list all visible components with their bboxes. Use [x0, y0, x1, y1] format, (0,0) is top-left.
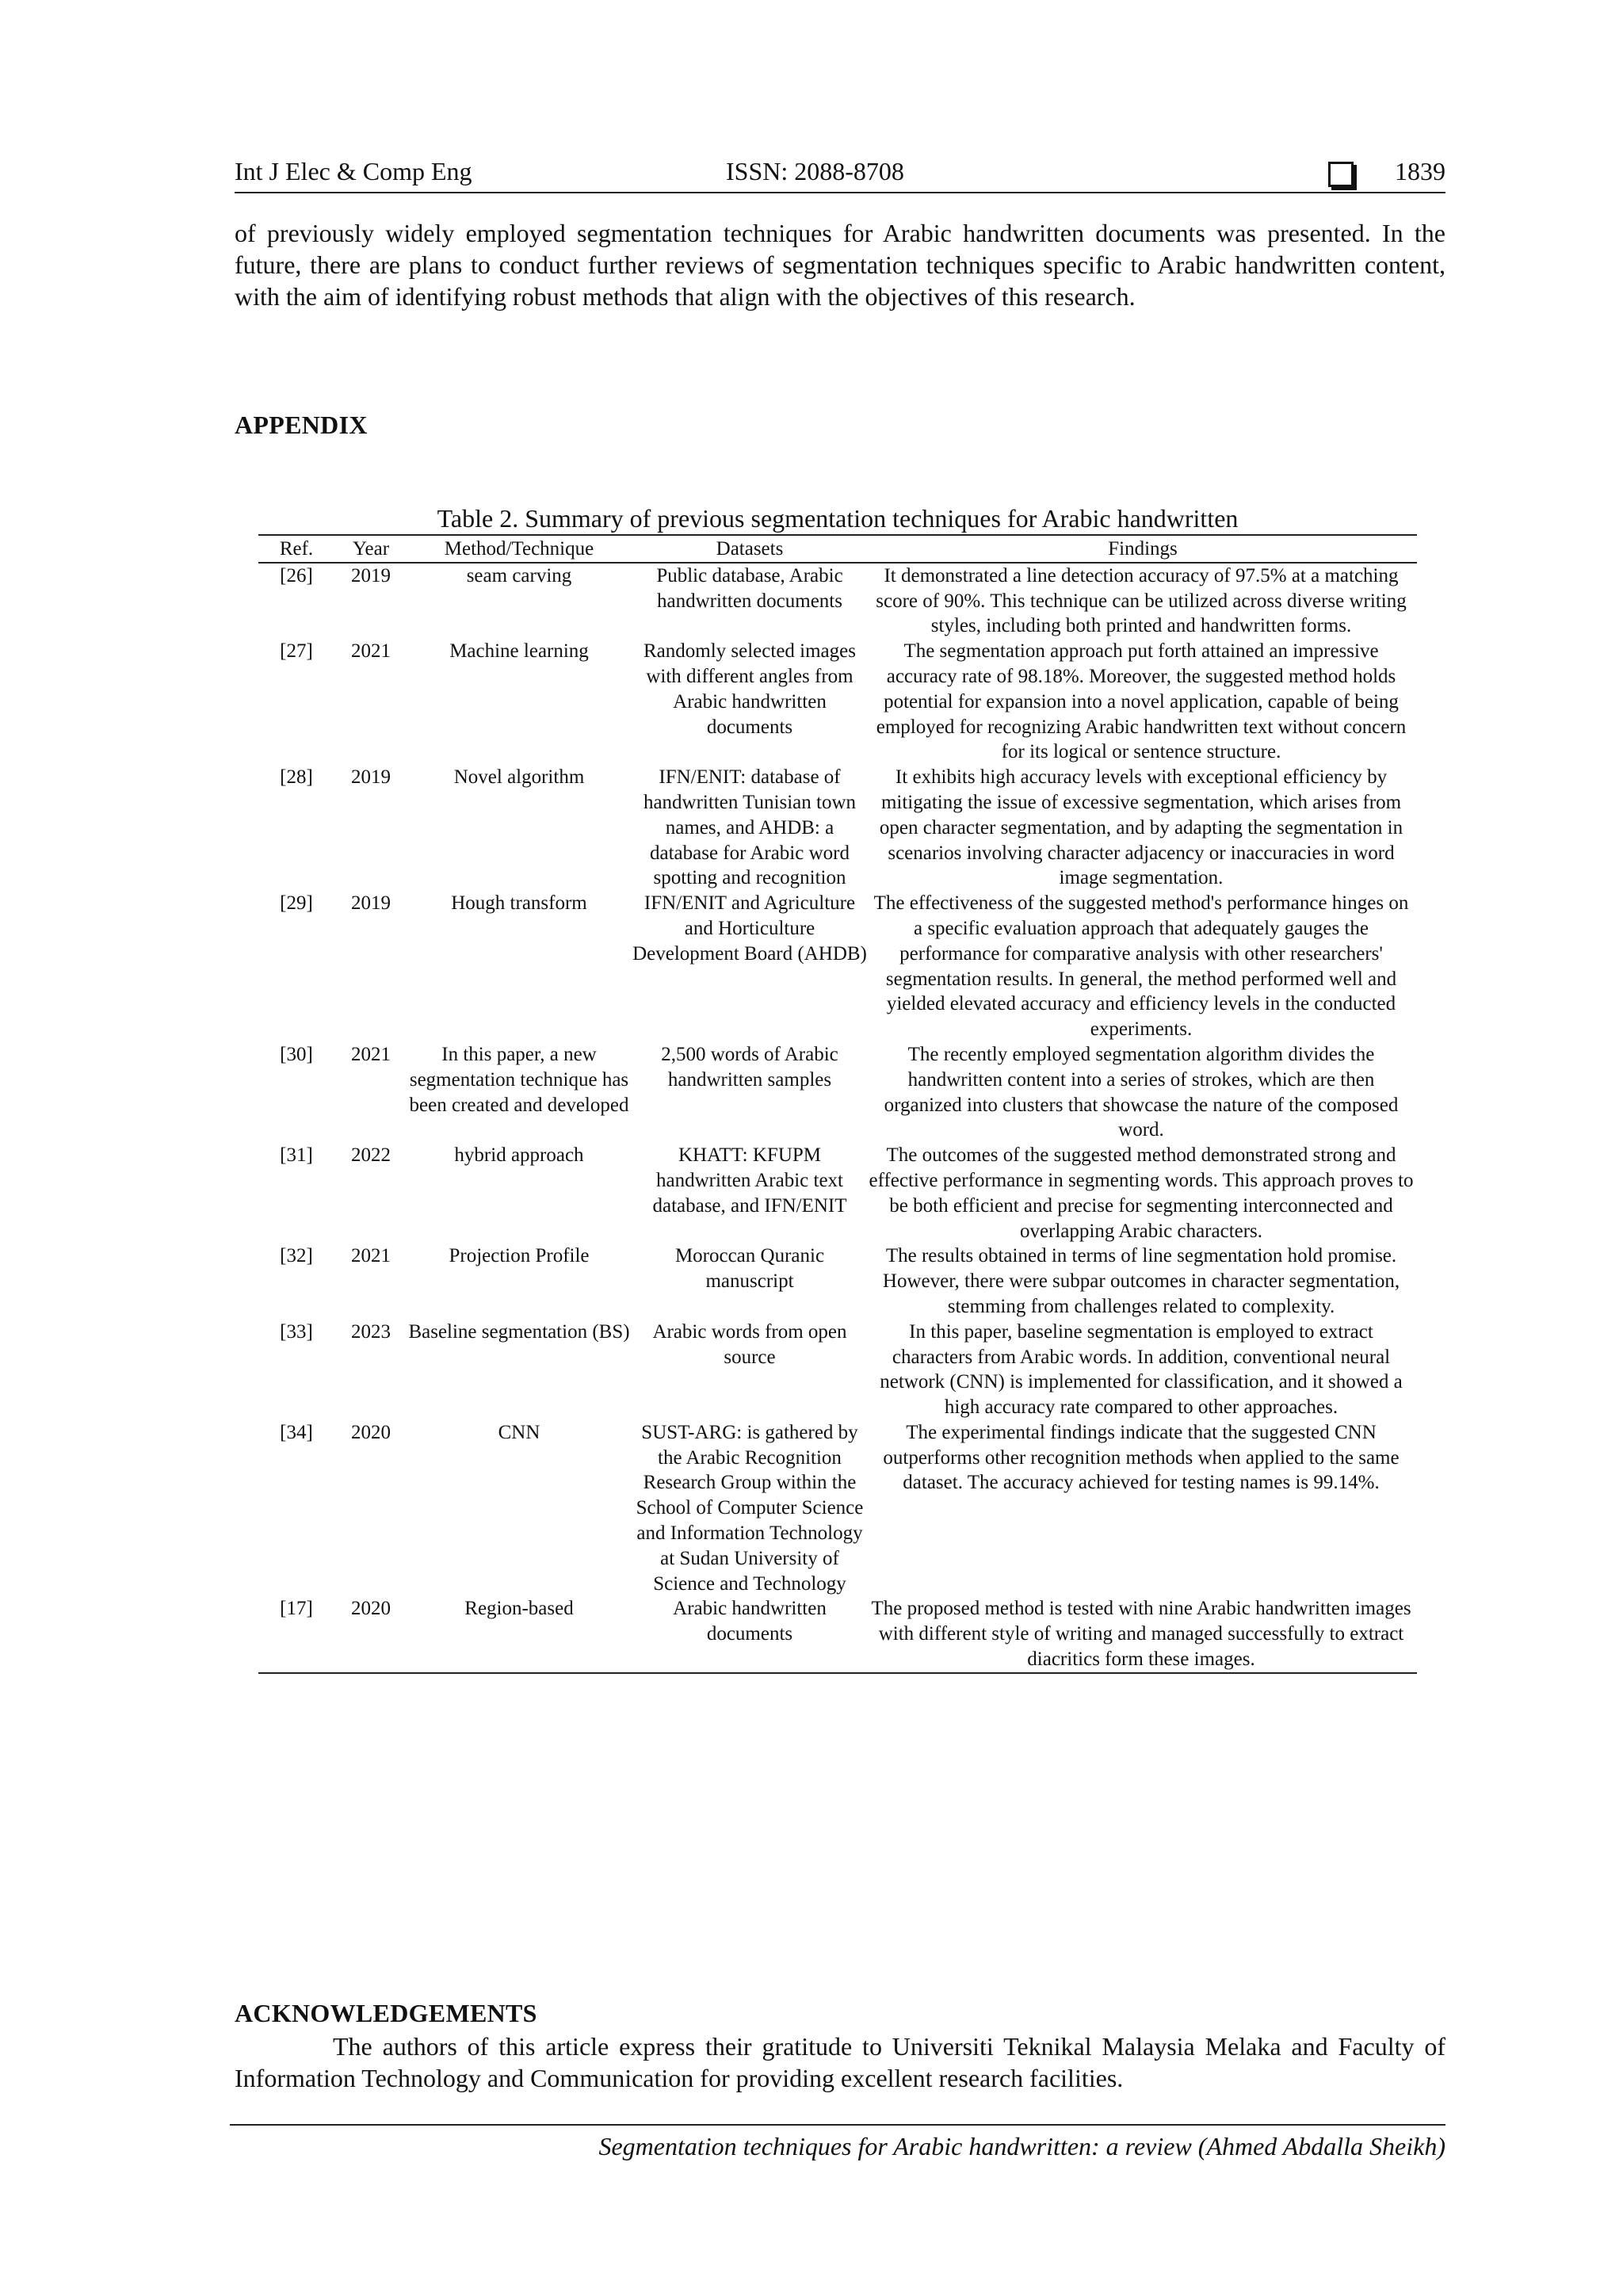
cell-method: Novel algorithm	[453, 766, 585, 789]
table-row	[258, 1420, 1417, 1597]
cell-year: 2021	[351, 1043, 391, 1065]
cell-method: Projection Profile	[449, 1245, 590, 1267]
cell-datasets: Arabic handwritten documents	[631, 1596, 869, 1672]
cell-ref: [17]	[258, 1596, 334, 1672]
cell-datasets: Arabic words from open source	[652, 1320, 847, 1368]
column-header-datasets: Datasets	[631, 535, 869, 563]
cell-findings: The results obtained in terms of line segmentation hold promise. However, there were subpar outcomes in character segmentation, stemming from challenges related to complexity.	[882, 1245, 1400, 1317]
cell-datasets: IFN/ENIT and Agriculture and Horticulture Development Board (AHDB)	[632, 892, 867, 965]
cell-datasets: Public database, Arabic handwritten documents	[656, 564, 843, 612]
cell-method: Region-based	[407, 1596, 631, 1672]
cell-datasets: Randomly selected images with different angles from Arabic handwritten documents	[643, 640, 856, 738]
acknowledgements-heading: ACKNOWLEDGEMENTS	[235, 1999, 537, 2027]
cell-ref: [32]	[280, 1245, 313, 1267]
table-row	[258, 765, 1417, 891]
cell-method: Machine learning	[449, 640, 589, 663]
cell-ref: [30]	[280, 1043, 313, 1065]
cell-method: Baseline segmentation (BS)	[408, 1320, 630, 1343]
page-box-icon	[1328, 162, 1354, 187]
page-number: 1839	[1395, 157, 1445, 185]
table-row	[258, 563, 1417, 639]
cell-datasets: Moroccan Quranic manuscript	[674, 1245, 825, 1293]
cell-findings: The effectiveness of the suggested method's performance hinges on a specific evaluation approach that adequately gauges the performance for comparative analysis with other researchers' segmentation results. In general, the method performed well and yielded elevated accuracy and efficiency levels in the conducted experiments.	[873, 892, 1409, 1041]
table-row	[258, 1042, 1417, 1143]
cell-method: CNN	[498, 1421, 540, 1443]
cell-method: hybrid approach	[454, 1144, 584, 1167]
column-header-year: Year	[334, 535, 407, 563]
cell-findings: The recently employed segmentation algorithm divides the handwritten content into a series of strokes, which are then organized into clusters that showcase the nature of the composed word.	[884, 1043, 1399, 1141]
summary-table	[258, 534, 1417, 1674]
cell-ref: [26]	[280, 564, 313, 586]
cell-ref: [29]	[280, 892, 313, 915]
table-row	[258, 1320, 1417, 1420]
acknowledgements-text: The authors of this article express their gratitude to Universiti Teknikal Malaysia Melaka and Faculty of Information Technology and Communication for providing excellent research facilities.	[235, 2032, 1445, 2092]
cell-findings: In this paper, baseline segmentation is employed to extract characters from Arabic words. In addition, conventional neural network (CNN) is implemented for classification, and it showed a high accuracy rate compared to other approaches.	[880, 1320, 1403, 1419]
cell-ref: [27]	[280, 640, 313, 663]
acknowledgements-paragraph	[235, 2030, 1445, 2094]
issn: ISSN: 2088-8708	[726, 157, 904, 185]
table-row	[258, 1596, 1417, 1672]
cell-method: seam carving	[466, 564, 572, 586]
cell-findings: It demonstrated a line detection accuracy of 97.5% at a matching score of 90%. This technique can be utilized across diverse writing styles, including both printed and handwritten forms.	[876, 564, 1407, 637]
running-footer	[230, 2124, 1445, 2160]
table-caption: Table 2. Summary of previous segmentation techniques for Arabic handwritten	[437, 504, 1239, 533]
cell-ref: [31]	[280, 1144, 313, 1167]
cell-method: In this paper, a new segmentation technique has been created and developed	[409, 1043, 629, 1116]
running-header	[235, 154, 1445, 193]
cell-year: 2022	[351, 1144, 391, 1167]
cell-findings: The experimental findings indicate that the suggested CNN outperforms other recognition methods when applied to the same dataset. The accuracy achieved for testing names is 99.14%.	[883, 1421, 1400, 1494]
cell-datasets: SUST-ARG: is gathered by the Arabic Recognition Research Group within the School of Computer Science and Information Technology at Sudan University of Science and Technology	[636, 1421, 864, 1595]
cell-findings: The proposed method is tested with nine Arabic handwritten images with different style of writing and managed successfully to extract diacritics form these images.	[869, 1596, 1417, 1672]
journal-name: Int J Elec & Comp Eng	[235, 157, 472, 185]
cell-ref: [33]	[280, 1320, 313, 1343]
cell-method: Hough transform	[451, 892, 587, 915]
table-row	[258, 639, 1417, 765]
intro-paragraph: of previously widely employed segmentation techniques for Arabic handwritten documents was presented. In the future, there are plans to conduct further reviews of segmentation techniques specific to Arabic handwritten content, with the aim of identifying robust methods that align with the objectives of this research.	[235, 219, 1445, 311]
cell-year: 2019	[351, 564, 391, 586]
cell-year: 2021	[351, 1245, 391, 1267]
cell-datasets: 2,500 words of Arabic handwritten samples	[661, 1043, 838, 1091]
column-header-ref: Ref.	[258, 535, 334, 563]
footer-text: Segmentation techniques for Arabic handwritten: a review (Ahmed Abdalla Sheikh)	[598, 2132, 1445, 2160]
table-row	[258, 1244, 1417, 1319]
cell-ref: [34]	[280, 1421, 313, 1443]
cell-findings: The outcomes of the suggested method demonstrated strong and effective performance in segmenting words. This approach proves to be both efficient and precise for segmenting interconnected and overlapping Arabic characters.	[869, 1144, 1414, 1242]
column-header-findings: Findings	[869, 535, 1417, 563]
cell-year: 2019	[351, 766, 391, 789]
cell-findings: The segmentation approach put forth attained an impressive accuracy rate of 98.18%. Moreover, the suggested method holds potential for expansion into a novel application, capable of being employed for recognizing Arabic handwritten text without concern for its logical or sentence structure.	[876, 640, 1407, 763]
cell-datasets: KHATT: KFUPM handwritten Arabic text database, and IFN/ENIT	[652, 1144, 847, 1217]
cell-year: 2020	[351, 1421, 391, 1443]
table-row	[258, 1143, 1417, 1244]
cell-year: 2019	[351, 892, 391, 915]
cell-year: 2020	[334, 1596, 407, 1672]
cell-findings: It exhibits high accuracy levels with exceptional efficiency by mitigating the issue of excessive segmentation, which arises from open character segmentation, and by adapting the segmentation in scenarios involving character adjacency or inaccuracies in word image segmentation.	[879, 766, 1403, 889]
cell-year: 2021	[351, 640, 391, 663]
cell-year: 2023	[351, 1320, 391, 1343]
table-header-row	[258, 535, 1417, 563]
cell-ref: [28]	[280, 766, 313, 789]
column-header-method: Method/Technique	[407, 535, 631, 563]
appendix-heading: APPENDIX	[235, 411, 368, 439]
table-row	[258, 891, 1417, 1042]
cell-datasets: IFN/ENIT: database of handwritten Tunisian town names, and AHDB: a database for Arabic word spotting and recognition	[643, 766, 857, 889]
